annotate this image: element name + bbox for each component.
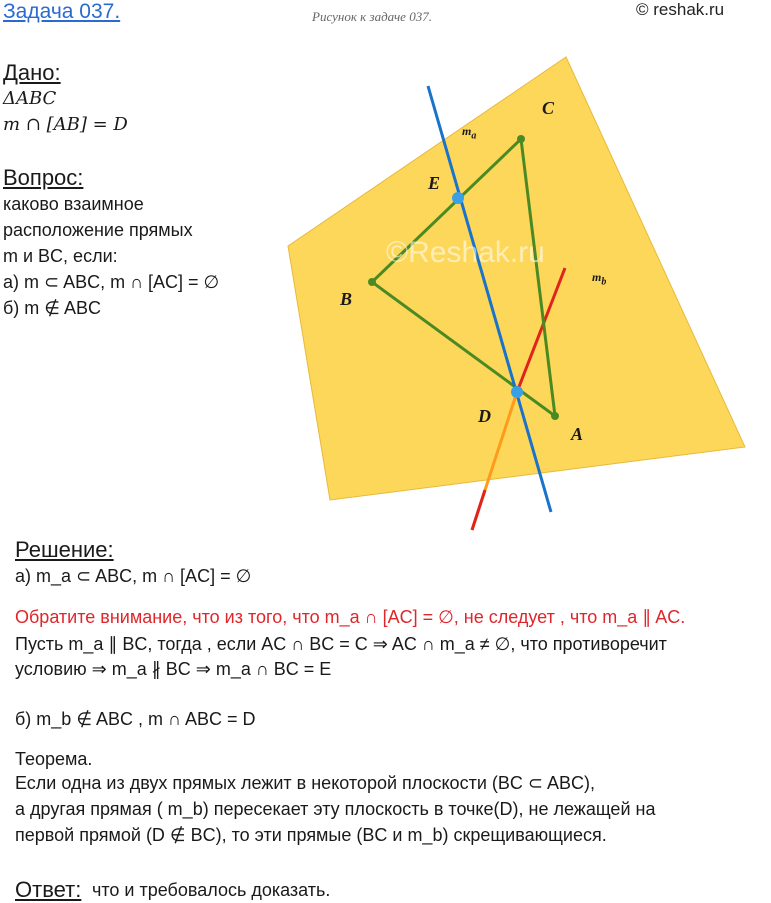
solution-note: Обратите внимание, что из того, что m_a ∩ [AC] = ∅, не следует , что m_a ∥ AC. xyxy=(15,607,686,627)
theorem-line-2: а другая прямая ( m_b) пересекает эту плоскость в точке(D), не лежащей на xyxy=(15,799,656,819)
point-c xyxy=(517,135,525,143)
point-a xyxy=(551,412,559,420)
solution-line-1: Пусть m_a ∥ BC, тогда , если AC ∩ BC = C ⇒ AC ∩ m_a ≠ ∅, что противоречит xyxy=(15,634,667,654)
plane-abc xyxy=(288,57,745,500)
solution-part-a: а) m_a ⊂ ABC, m ∩ [AC] = ∅ xyxy=(15,566,252,586)
question-line-1: каково взаимное xyxy=(3,194,144,214)
point-b xyxy=(368,278,376,286)
answer-text: что и требовалось доказать. xyxy=(92,880,331,900)
given-heading: Дано: xyxy=(3,60,61,85)
line-mb-tail xyxy=(472,490,485,530)
given-line-2: m ∩ [AB] = D xyxy=(3,114,128,135)
label-b: B xyxy=(340,289,353,309)
solution-part-b: б) m_b ∉ ABC , m ∩ ABC = D xyxy=(15,709,256,729)
label-mb: $m_b$ xyxy=(592,270,607,288)
task-title-link[interactable]: Задача 037. xyxy=(3,0,121,23)
question-line-3: m и BC, если: xyxy=(3,246,118,266)
solution-heading: Решение: xyxy=(15,537,114,562)
reshak-watermark: ©Reshak.ru xyxy=(386,236,545,269)
question-line-2: расположение прямых xyxy=(3,220,193,240)
label-e: E xyxy=(428,173,441,193)
label-a: A xyxy=(571,424,584,444)
answer-heading: Ответ: xyxy=(15,877,82,902)
label-d: D xyxy=(478,406,491,426)
question-line-4: а) m ⊂ ABC, m ∩ [AC] = ∅ xyxy=(3,272,220,292)
question-heading: Вопрос: xyxy=(3,165,84,190)
figure-caption: Рисунок к задаче 037. xyxy=(312,9,432,24)
theorem-title: Теорема. xyxy=(15,749,93,769)
copyright-text: © reshak.ru xyxy=(636,0,725,19)
point-e xyxy=(452,192,464,204)
label-c: C xyxy=(542,98,555,118)
question-line-5: б) m ∉ ABC xyxy=(3,298,101,318)
label-ma: $m_a$ xyxy=(462,124,477,142)
solution-line-2: условию ⇒ m_a ∦ BC ⇒ m_a ∩ BC = E xyxy=(15,659,332,679)
theorem-line-1: Если одна из двух прямых лежит в некоторой плоскости (BC ⊂ ABC), xyxy=(15,773,595,793)
given-line-1: ΔABC xyxy=(3,88,57,109)
point-d xyxy=(511,386,523,398)
theorem-line-3: первой прямой (D ∉ BC), то эти прямые (BC и m_b) скрещивающиеся. xyxy=(15,825,607,845)
